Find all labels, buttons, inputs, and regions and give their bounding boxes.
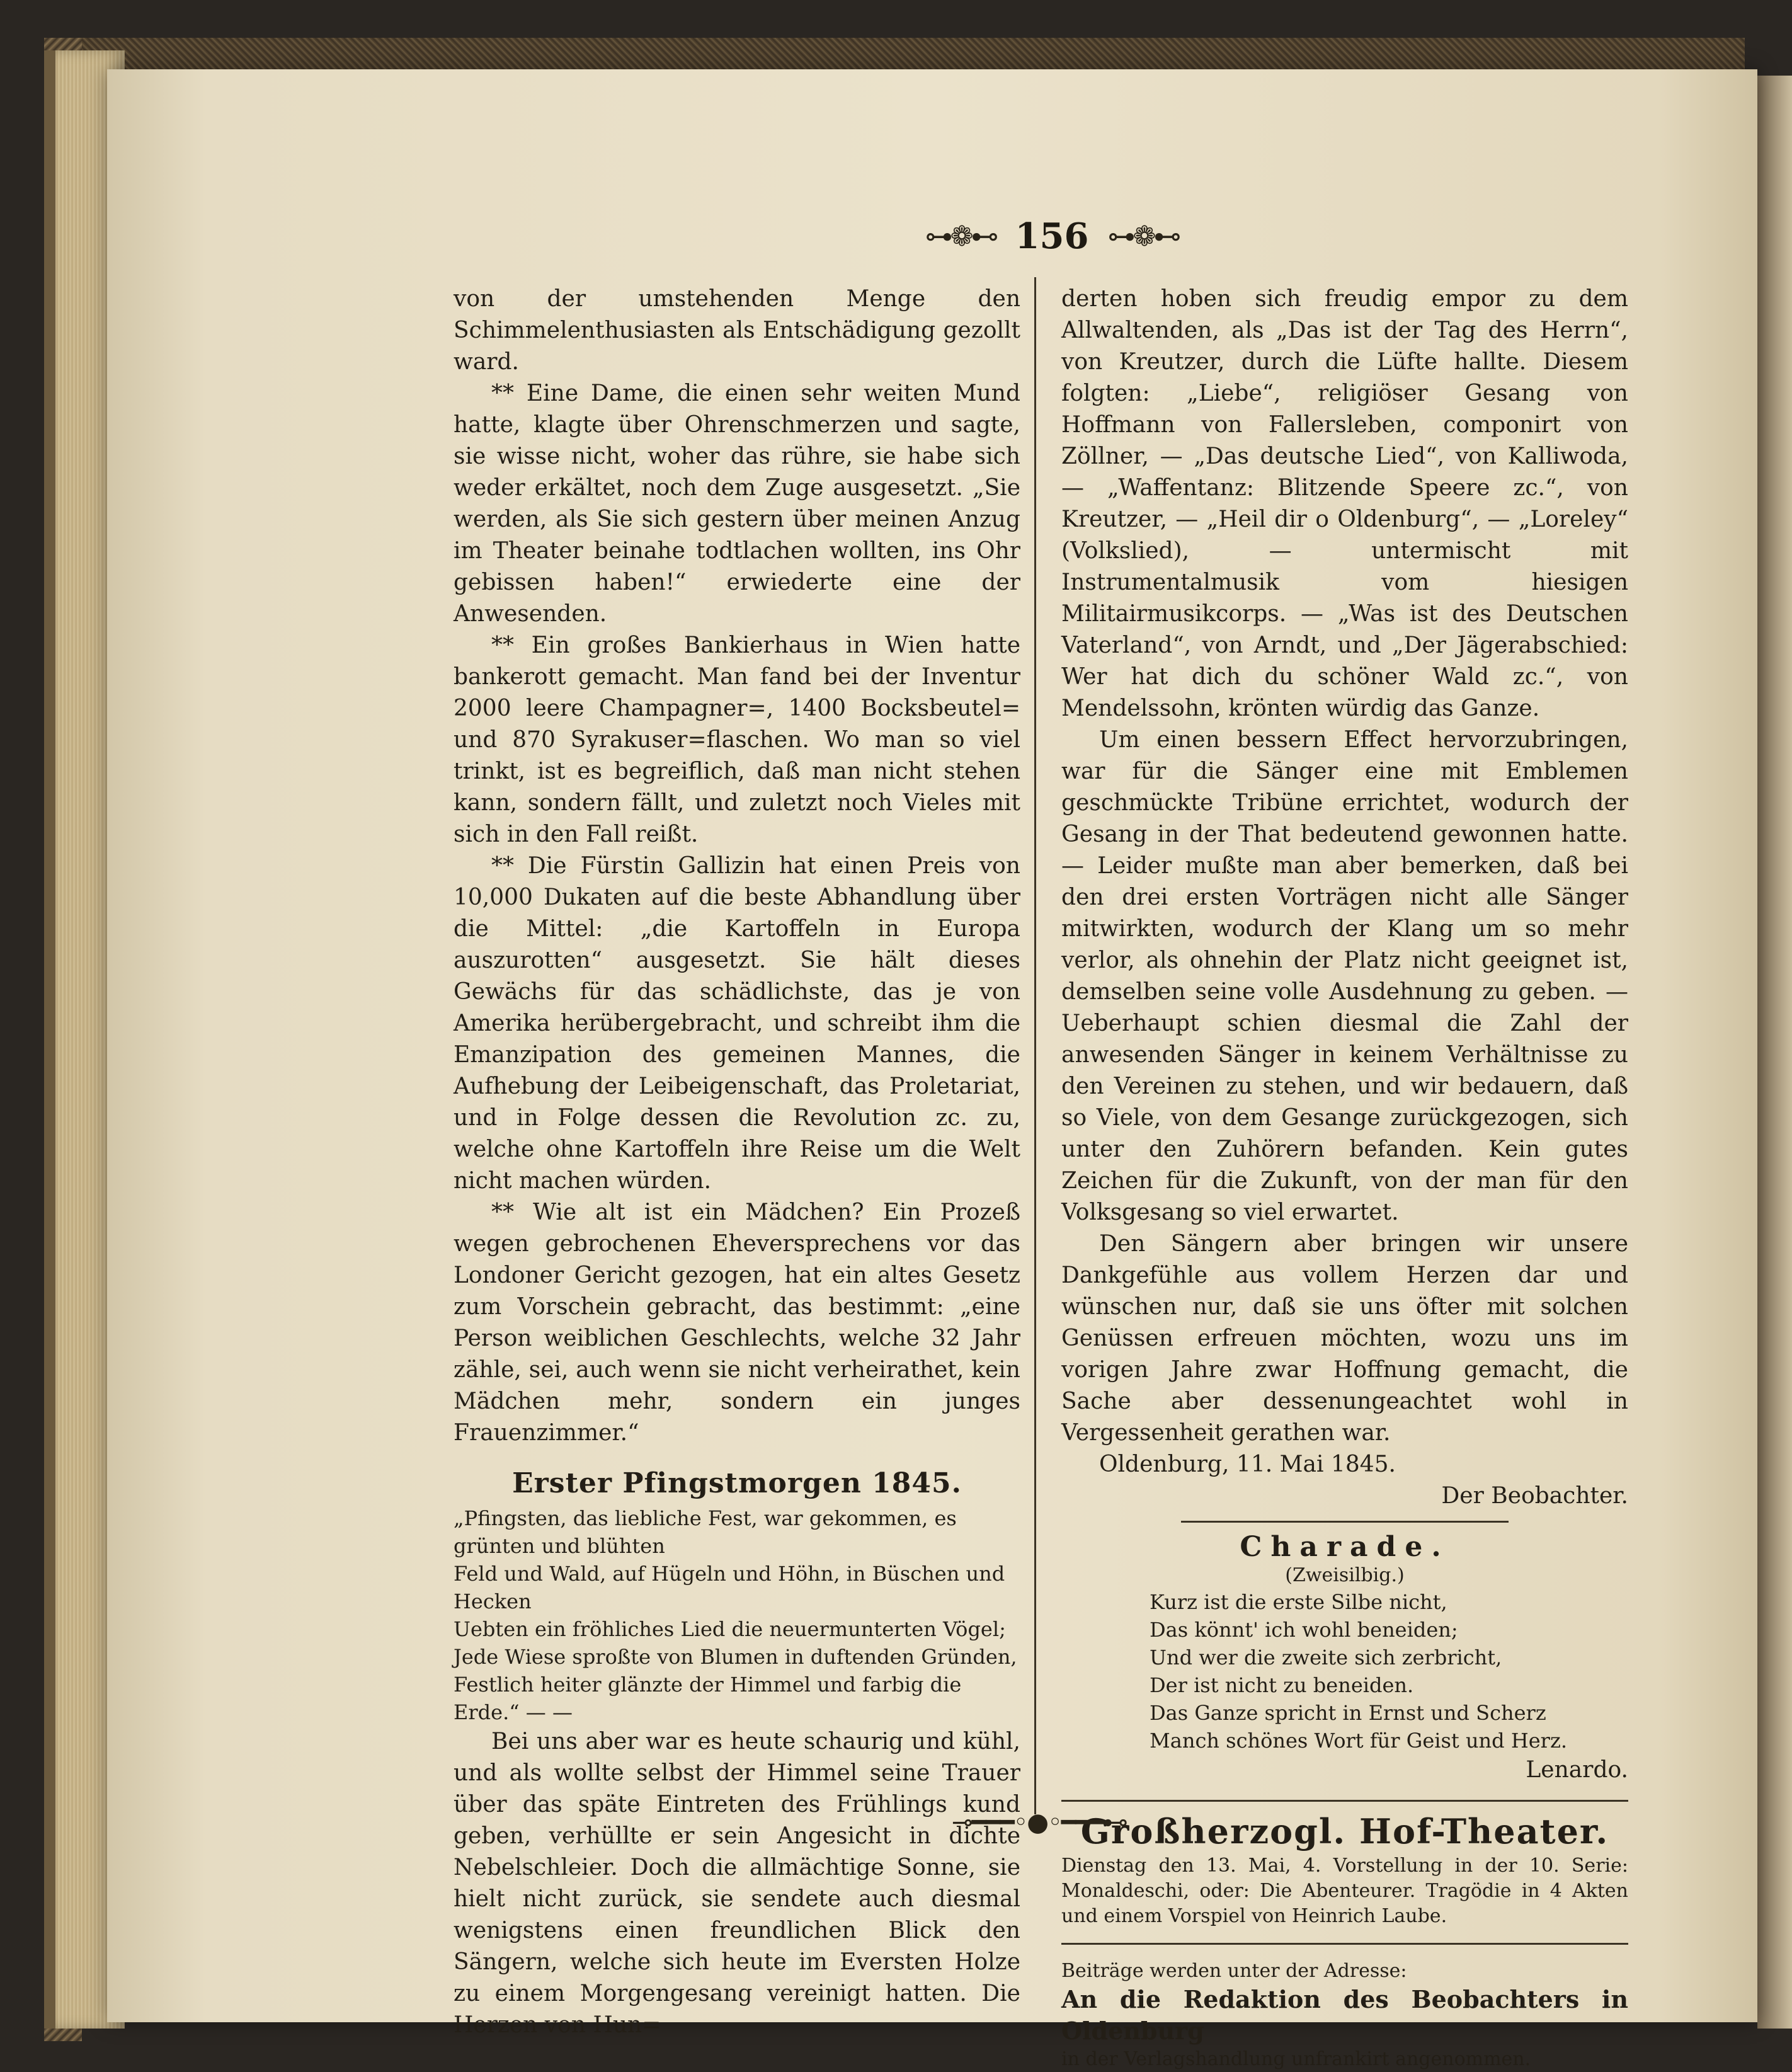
- charade-author: Lenardo.: [1526, 1757, 1628, 1783]
- ornament-right-icon: ⊶❁⊷: [1107, 220, 1179, 253]
- signature: Der Beobachter.: [1441, 1483, 1628, 1509]
- charade-line: Das könnt' ich wohl beneiden;: [1150, 1618, 1458, 1642]
- footer-ornament-icon: ⊸━━━◦●◦━━━⊷: [951, 1808, 1127, 1837]
- article-heading: Erster Pfingstmorgen 1845.: [512, 1467, 962, 1499]
- theatre-announcement: Dienstag den 13. Mai, 4. Vorstellung in der 10. Serie: Monaldeschi, oder: Die Abenteurer. Tragödie in 4 Akten und einem Vorspiel von Heinrich Laube.: [1061, 1855, 1628, 1927]
- left-paragraph-5: ** Wie alt ist ein Mädchen? Ein Prozeß wegen gebrochenen Eheversprechens vor das Londoner Gericht gezogen, hat ein altes Gesetz zum Vorschein gebracht, das bestimmt: „eine Person weiblichen Geschlechts, welche 32 Jahr zähle, sei, auch wenn sie nicht verheirathet, kein Mädchen mehr, sondern ein junges Frauenzimmer.“: [454, 1199, 1020, 1446]
- charade-line: Der ist nicht zu beneiden.: [1150, 1673, 1414, 1697]
- pentecost-poem: [454, 1504, 1020, 1726]
- charade-line: Kurz ist die erste Silbe nicht,: [1150, 1590, 1447, 1614]
- section-rule: [1061, 1800, 1628, 1802]
- facing-page-edge: [1757, 76, 1792, 2029]
- notice-line-3: in der Verlagshandlung unfrankirt angenommen.: [1061, 2048, 1531, 2070]
- charade-title: Charade.: [1240, 1531, 1450, 1563]
- charade-line: Manch schönes Wort für Geist und Herz.: [1150, 1729, 1567, 1753]
- poem-line: Feld und Wald, auf Hügeln und Höhn, in Büschen und Hecken: [454, 1562, 1005, 1613]
- section-rule: [1181, 1521, 1509, 1523]
- right-paragraph-1: derten hoben sich freudig empor zu dem Allwaltenden, als „Das ist der Tag des Herrn“, von Kreutzer, durch die Lüfte hallte. Diesem folgten: „Liebe“, religiöser Gesang von Hoffmann von Fallersleben, componirt von Zöllner, — „Das deutsche Lied“, von Kalliwoda, — „Waffentanz: Blitzende Speere zc.“, von Kreutzer, — „Heil dir o Oldenburg“, — „Loreley“ (Volkslied), — untermischt mit Instrumentalmusik vom hiesigen Militairmusikcorps. — „Was ist des Deutschen Vaterland“, von Arndt, und „Der Jägerabschied: Wer hat dich du schöner Wald zc.“, von Mendelssohn, krönten würdig das Ganze.: [1061, 286, 1628, 721]
- right-column: [1061, 283, 1628, 2072]
- section-rule: [1061, 1943, 1628, 1945]
- charade-verse: [1061, 1588, 1628, 1754]
- page-header: [907, 211, 1197, 261]
- poem-line: Jede Wiese sproßte von Blumen in duftenden Gründen,: [454, 1645, 1017, 1669]
- ornament-left-icon: ⊶❁⊷: [925, 220, 996, 253]
- left-paragraph-2: ** Eine Dame, die einen sehr weiten Mund hatte, klagte über Ohrenschmerzen und sagte, sie wisse nicht, woher das rühre, sie habe sich weder erkältet, noch dem Zuge ausgesetzt. „Sie werden, als Sie sich gestern über meinen Anzug im Theater beinahe todtlachen wollten, ins Ohr gebissen haben!“ erwiederte eine der Anwesenden.: [454, 381, 1020, 627]
- left-paragraph-1: von der umstehenden Menge den Schimmelenthusiasten als Entschädigung gezollt ward.: [454, 286, 1020, 375]
- theatre-heading: Großherzogl. Hof-Theater.: [1080, 1811, 1609, 1852]
- charade-subtitle: (Zweisilbig.): [1285, 1564, 1405, 1586]
- charade-line: Das Ganze spricht in Ernst und Scherz: [1150, 1701, 1546, 1725]
- page-number: 156: [1015, 215, 1089, 257]
- right-paragraph-3: Den Sängern aber bringen wir unsere Dankgefühle aus vollem Herzen dar und wünschen nur, daß sie uns öfter mit solchen Genüssen erfreuen möchten, wozu uns im vorigen Jahre zwar Hoffnung gemacht, die Sache aber dessenungeachtet wohl in Vergessenheit gerathen war.: [1061, 1231, 1628, 1446]
- poem-line: Festlich heiter glänzte der Himmel und farbig die Erde.“ — —: [454, 1673, 962, 1724]
- notice-line-1: Beiträge werden unter der Adresse:: [1061, 1960, 1407, 1982]
- notice-line-2: An die Redaktion des Beobachters in Oldenburg: [1061, 1985, 1628, 2045]
- left-column: [454, 283, 1020, 2041]
- poem-line: „Pfingsten, das liebliche Fest, war gekommen, es grünten und blühten: [454, 1506, 957, 1558]
- dateline: Oldenburg, 11. Mai 1845.: [1099, 1451, 1396, 1477]
- left-paragraph-4: ** Die Fürstin Gallizin hat einen Preis von 10,000 Dukaten auf die beste Abhandlung über die Mittel: „die Kartoffeln in Europa auszurotten“ ausgesetzt. Sie hält dieses Gewächs für das schädlichste, das je von Amerika herübergebracht, und schreibt ihm die Emanzipation des gemeinen Mannes, die Aufhebung der Leibeigenschaft, das Proletariat, und in Folge dessen die Revolution zc. zu, welche ohne Kartoffeln ihre Reise um die Welt nicht machen würden.: [454, 853, 1020, 1194]
- column-divider: [1034, 277, 1036, 1814]
- left-paragraph-6: Bei uns aber war es heute schaurig und kühl, und als wollte selbst der Himmel seine Trauer über das späte Eintreten des Frühlings kund geben, verhüllte er sein Angesicht in dichte Nebelschleier. Doch die allmächtige Sonne, sie hielt nicht zurück, sie sendete auch diesmal wenigstens einen freundlichen Blick den Sängern, welche sich heute im Eversten Holze zu einem Morgengesang vereinigt hatten. Die Herzen von Hun=: [454, 1729, 1020, 2038]
- right-paragraph-2: Um einen bessern Effect hervorzubringen, war für die Sänger eine mit Emblemen geschmückte Tribüne errichtet, wodurch der Gesang in der That bedeutend gewonnen hatte. — Leider mußte man aber bemerken, daß bei den drei ersten Vorträgen nicht alle Sänger mitwirkten, wodurch der Klang um so mehr verlor, als ohnehin der Platz nicht geeignet ist, demselben seine volle Ausdehnung zu geben. — Ueberhaupt schien diesmal die Zahl der anwesenden Sänger in keinem Verhältnisse zu den Vereinen zu stehen, und wir bedauern, daß so Viele, von dem Gesange zurückgezogen, sich unter den Zuhörern befanden. Kein gutes Zeichen für die Zukunft, von der man für den Volksgesang so viel erwartet.: [1061, 727, 1628, 1225]
- left-paragraph-3: ** Ein großes Bankierhaus in Wien hatte bankerott gemacht. Man fand bei der Inventur 2000 leere Champagner=, 1400 Bocksbeutel= und 870 Syrakuser=flaschen. Wo man so viel trinkt, ist es begreiflich, daß man nicht stehen kann, sondern fällt, und zuletzt noch Vieles mit sich in den Fall reißt.: [454, 632, 1020, 847]
- poem-line: Uebten ein fröhliches Lied die neuermunterten Vögel;: [454, 1617, 1006, 1641]
- charade-line: Und wer die zweite sich zerbricht,: [1150, 1646, 1502, 1669]
